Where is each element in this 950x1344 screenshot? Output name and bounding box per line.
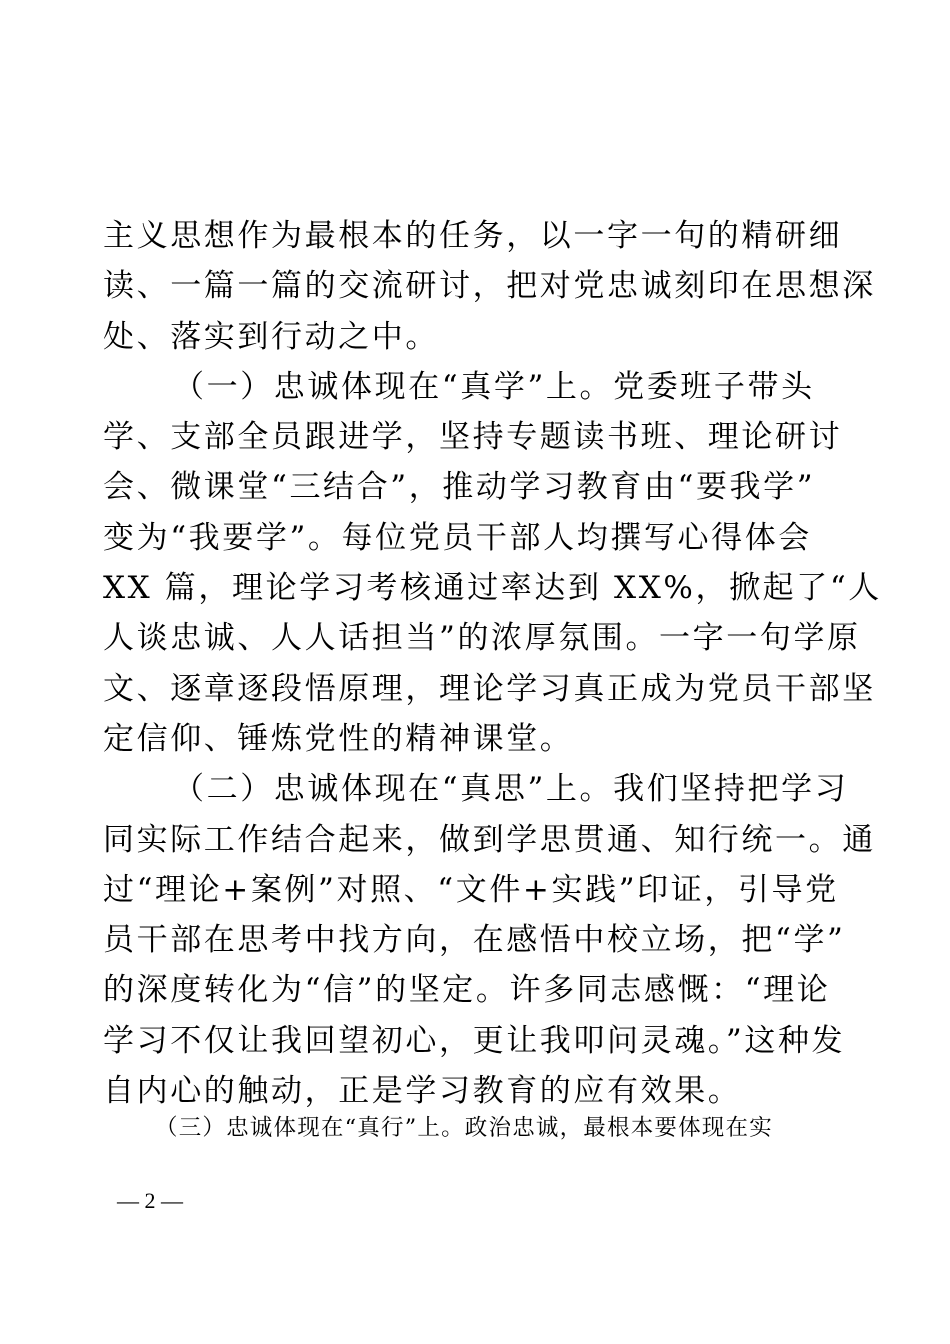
text-line: 自内心的触动，正是学习教育的应有效果。 (103, 1073, 742, 1110)
text-line: 定信仰、锤炼党性的精神课堂。 (103, 720, 574, 757)
text-line: 人谈忠诚、人人话担当”的浓厚氛围。一字一句学原 (103, 620, 861, 657)
section-heading-line: （一）忠诚体现在“真学”上。党委班子带头 (173, 368, 815, 405)
text-line: 同实际工作结合起来，做到学思贯通、知行统一。通 (103, 821, 876, 858)
text-line: 处、落实到行动之中。 (103, 318, 439, 355)
section-heading-small: （三）忠诚体现在“真行”上。政治忠诚，最根本要体现在实 (155, 1115, 773, 1141)
text-line: 学、支部全员跟进学，坚持专题读书班、理论研讨 (103, 419, 843, 456)
page-number: — 2 — (117, 1188, 183, 1213)
text-line: 文、逐章逐段悟原理，理论学习真正成为党员干部坚 (103, 670, 876, 707)
text-line: 变为“我要学”。每位党员干部人均撰写心得体会 (103, 519, 812, 556)
document-body (103, 211, 882, 1116)
text-line: XX 篇，理论学习考核通过率达到 XX%，掀起了“人 (103, 570, 882, 607)
text-line: 主义思想作为最根本的任务，以一字一句的精研细 (103, 218, 843, 254)
text-line: 读、一篇一篇的交流研讨，把对党忠诚刻印在思想深 (103, 268, 876, 305)
text-line: 学习不仅让我回望初心，更让我叩问灵魂。”这种发 (103, 1022, 846, 1059)
section-heading-line: （二）忠诚体现在“真思”上。我们坚持把学习 (173, 771, 849, 808)
text-line: 的深度转化为“信”的坚定。许多同志感慨：“理论 (103, 972, 831, 1009)
text-line: 过“理论+案例”对照、“文件+实践”印证，引导党 (103, 871, 839, 908)
text-line: 会、微课堂“三结合”，推动学习教育由“要我学” (103, 469, 816, 506)
text-line: 员干部在思考中找方向，在感悟中校立场，把“学” (103, 922, 846, 959)
